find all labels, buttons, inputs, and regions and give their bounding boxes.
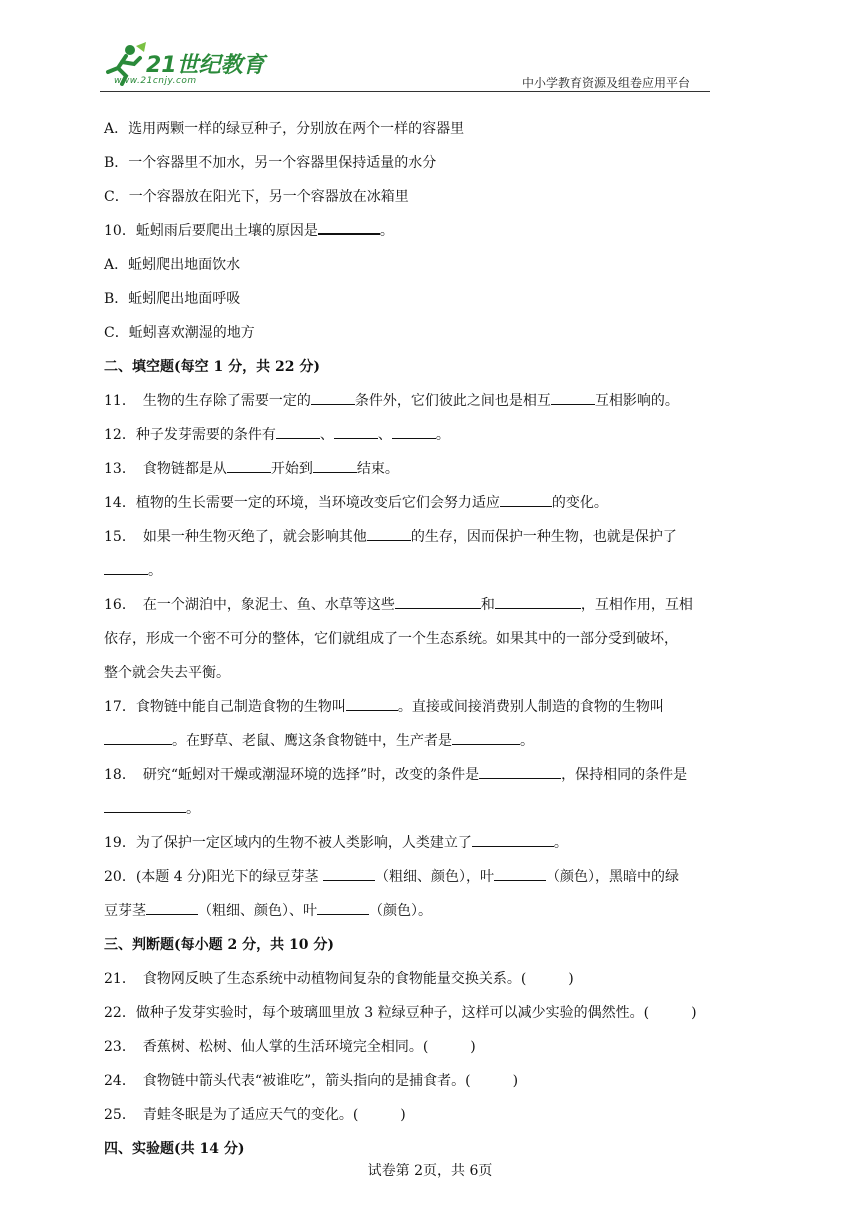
answer-blank xyxy=(452,728,520,745)
line-text: C．蚯蚓喜欢潮湿的地方 xyxy=(104,325,255,341)
line-text: 、 xyxy=(319,427,334,443)
line-text: 15． 如果一种生物灭绝了，就会影响其他 xyxy=(104,529,367,545)
answer-blank xyxy=(311,388,355,405)
page-header xyxy=(100,40,710,92)
answer-blank xyxy=(367,524,411,541)
line-text: 12．种子发芽需要的条件有 xyxy=(104,427,276,443)
line-text: 17．食物链中能自己制造食物的生物叫 xyxy=(104,699,346,715)
answer-blank xyxy=(104,558,148,575)
question-line xyxy=(104,282,724,316)
question-line xyxy=(104,860,724,894)
question-line xyxy=(104,554,724,588)
line-text: 。 xyxy=(553,835,568,851)
answer-blank xyxy=(318,217,380,235)
section-heading xyxy=(104,350,724,384)
line-text: 的生存，因而保护一种生物，也就是保护了 xyxy=(410,529,677,545)
line-text: 11． 生物的生存除了需要一定的 xyxy=(104,393,311,409)
question-line xyxy=(104,1098,724,1132)
line-text: 25． 青蛙冬眠是为了适应天气的变化。( ) xyxy=(104,1107,406,1123)
line-text: B．蚯蚓爬出地面呼吸 xyxy=(104,291,241,307)
question-line xyxy=(104,180,724,214)
line-text: 18． 研究“蚯蚓对干燥或潮湿环境的选择”时，改变的条件是 xyxy=(104,767,480,783)
line-text: 16． 在一个湖泊中，象泥士、鱼、水草等这些 xyxy=(104,597,395,613)
question-line xyxy=(104,146,724,180)
line-text: （粗细、颜色），叶 xyxy=(375,869,494,885)
question-line xyxy=(104,112,724,146)
answer-blank xyxy=(500,490,552,507)
answer-blank xyxy=(334,422,378,439)
question-line xyxy=(104,622,724,656)
line-text: ，保持相同的条件是 xyxy=(561,767,688,783)
line-text: 13． 食物链都是从 xyxy=(104,461,227,477)
question-line xyxy=(104,758,724,792)
question-line xyxy=(104,588,724,622)
answer-blank xyxy=(276,422,320,439)
line-text: A．蚯蚓爬出地面饮水 xyxy=(104,257,241,273)
line-text: 条件外，它们彼此之间也是相互 xyxy=(354,393,551,409)
question-line xyxy=(104,792,724,826)
line-text: 、 xyxy=(377,427,392,443)
line-text: 14．植物的生长需要一定的环境，当环境改变后它们会努力适应 xyxy=(104,495,500,511)
line-text: 豆芽茎 xyxy=(104,903,146,919)
line-text: 开始到 xyxy=(270,461,313,477)
line-text: 依存，形成一个密不可分的整体，它们就组成了一个生态系统。如果其中的一部分受到破坏， xyxy=(104,631,678,647)
question-line xyxy=(104,656,724,690)
question-line xyxy=(104,248,724,282)
question-line xyxy=(104,826,724,860)
question-line xyxy=(104,214,724,248)
question-line xyxy=(104,418,724,452)
logo xyxy=(100,40,270,92)
line-text: 24． 食物链中箭头代表“被谁吃”，箭头指向的是捕食者。( ) xyxy=(104,1073,519,1089)
question-line xyxy=(104,452,724,486)
header-divider xyxy=(100,91,710,92)
line-text: 和 xyxy=(480,597,495,613)
line-text: 结束。 xyxy=(356,461,399,477)
question-line xyxy=(104,724,724,758)
answer-blank xyxy=(479,762,561,779)
page-footer: 试卷第 2页，共 6页 xyxy=(367,1163,493,1179)
section-heading xyxy=(104,928,724,962)
answer-blank xyxy=(472,830,554,847)
answer-blank xyxy=(313,456,357,473)
question-line xyxy=(104,894,724,928)
line-text: 三、判断题(每小题 2 分，共 10 分) xyxy=(104,937,334,953)
line-text: ，互相作用，互相 xyxy=(580,597,693,613)
line-text: 。 xyxy=(186,801,200,817)
line-text: （粗细、颜色）、叶 xyxy=(198,903,317,919)
line-text: B．一个容器里不加水，另一个容器里保持适量的水分 xyxy=(104,155,437,171)
line-text: C．一个容器放在阳光下，另一个容器放在冰箱里 xyxy=(104,189,409,205)
question-line xyxy=(104,486,724,520)
answer-blank xyxy=(494,864,546,881)
answer-blank xyxy=(146,898,198,915)
question-line xyxy=(104,384,724,418)
answer-blank xyxy=(227,456,271,473)
line-text: 19．为了保护一定区域内的生物不被人类影响，人类建立了 xyxy=(104,835,472,851)
line-text: 。直接或间接消费别人制造的食物的生物叫 xyxy=(397,699,664,715)
line-text: 的变化。 xyxy=(551,495,608,511)
line-text: A．选用两颗一样的绿豆种子，分别放在两个一样的容器里 xyxy=(104,121,465,137)
question-line xyxy=(104,316,724,350)
logo-url: www.21cnjy.com xyxy=(114,76,197,86)
site-name: 中小学教育资源及组卷应用平台 xyxy=(521,76,690,90)
question-line xyxy=(104,690,724,724)
line-text: （颜色）。 xyxy=(369,903,432,919)
question-line xyxy=(104,1030,724,1064)
line-text: 10．蚯蚓雨后要爬出土壤的原因是 xyxy=(104,223,318,239)
answer-blank xyxy=(346,694,398,711)
question-line xyxy=(104,996,724,1030)
answer-blank xyxy=(392,422,436,439)
exam-content xyxy=(104,112,724,1166)
line-text: 。 xyxy=(379,223,394,239)
answer-blank xyxy=(317,898,369,915)
question-line xyxy=(104,962,724,996)
line-text: 二、填空题(每空 1 分，共 22 分) xyxy=(104,359,320,375)
answer-blank xyxy=(495,592,581,609)
line-text: 21． 食物网反映了生态系统中动植物间复杂的食物能量交换关系。( ) xyxy=(104,971,574,987)
answer-blank xyxy=(323,864,375,881)
line-text: 互相影响的。 xyxy=(594,393,679,409)
line-text: 20．(本题 4 分)阳光下的绿豆芽茎 xyxy=(104,869,323,885)
question-line xyxy=(104,520,724,554)
logo-text: 21世纪教育 xyxy=(146,53,265,78)
line-text: 。 xyxy=(520,733,534,749)
line-text: 。在野草、老鼠、鹰这条食物链中，生产者是 xyxy=(172,733,452,749)
line-text: 。 xyxy=(148,563,162,579)
line-text: 整个就会失去平衡。 xyxy=(104,665,230,681)
line-text: 22．做种子发芽实验时，每个玻璃皿里放 3 粒绿豆种子，这样可以减少实验的偶然性。( ) xyxy=(104,1005,697,1021)
answer-blank xyxy=(551,388,595,405)
answer-blank xyxy=(104,796,186,813)
line-text: 。 xyxy=(435,427,450,443)
line-text: 四、实验题(共 14 分) xyxy=(104,1141,245,1157)
line-text: （颜色），黑暗中的绿 xyxy=(546,869,679,885)
answer-blank xyxy=(104,728,172,745)
answer-blank xyxy=(395,592,481,609)
question-line xyxy=(104,1064,724,1098)
line-text: 23． 香蕉树、松树、仙人掌的生活环境完全相同。( ) xyxy=(104,1039,476,1055)
